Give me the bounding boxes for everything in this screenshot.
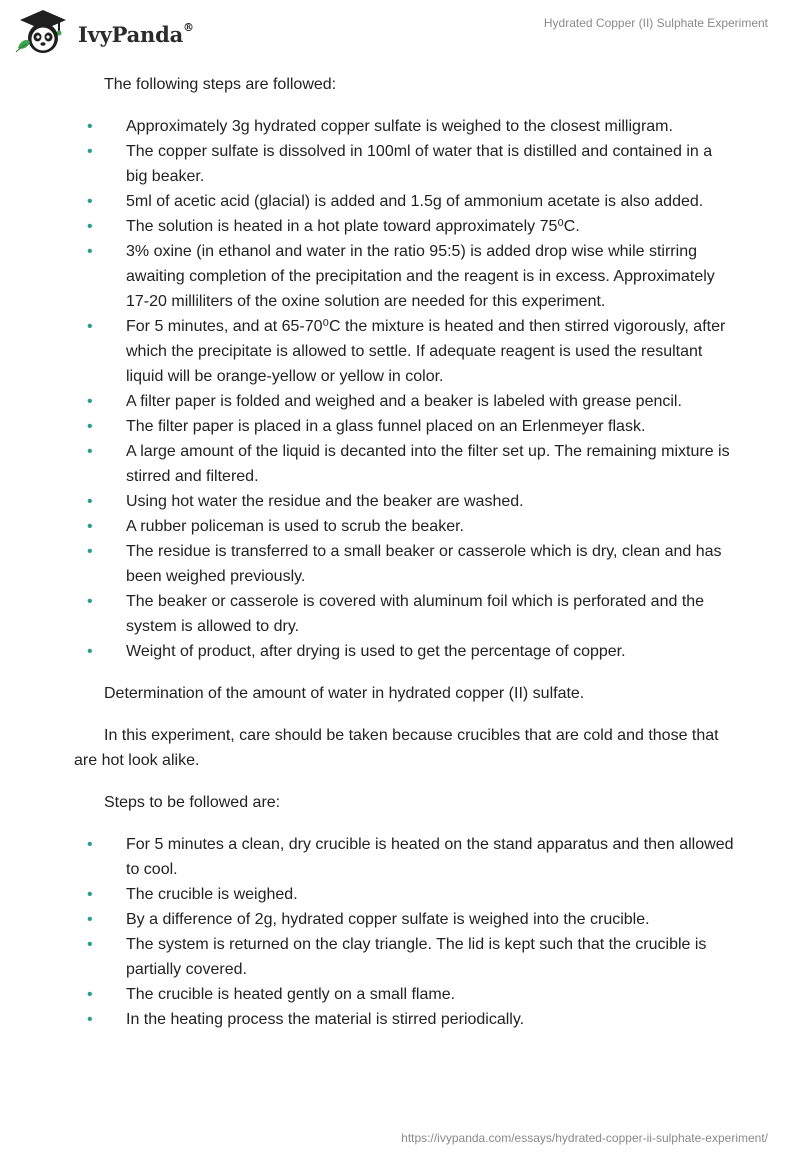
intro-paragraph: The following steps are followed:: [104, 76, 337, 93]
bullet-dot-icon: •: [87, 193, 93, 210]
logo-text: IvyPanda®: [78, 20, 194, 47]
list-item: • For 5 minutes a clean, dry crucible is heated on the stand apparatus and then allowed to cool.: [74, 832, 734, 882]
list-item: • The solution is heated in a hot plate toward approximately 75⁰C.: [74, 214, 734, 239]
bullet-dot-icon: •: [87, 643, 93, 660]
list-item: • Weight of product, after drying is used to get the percentage of copper.: [74, 639, 734, 664]
source-url-link[interactable]: https://ivypanda.com/essays/hydrated-copper-ii-sulphate-experiment/: [401, 1131, 768, 1145]
list-item: • The residue is transferred to a small beaker or casserole which is dry, clean and has been weighed previously.: [74, 539, 734, 589]
list-item: • A large amount of the liquid is decanted into the filter set up. The remaining mixture is stirred and filtered.: [74, 439, 734, 489]
bullet-dot-icon: •: [87, 318, 93, 335]
list-item: • A rubber policeman is used to scrub the beaker.: [74, 514, 734, 539]
bullet-dot-icon: •: [87, 543, 93, 560]
bullet-dot-icon: •: [87, 218, 93, 235]
determination-paragraph: Determination of the amount of water in hydrated copper (II) sulfate.: [104, 685, 585, 702]
steps-intro-paragraph: Steps to be followed are:: [104, 794, 281, 811]
procedure-list: [74, 114, 734, 664]
list-item: • Approximately 3g hydrated copper sulfate is weighed to the closest milligram.: [74, 114, 734, 139]
list-item: • The copper sulfate is dissolved in 100ml of water that is distilled and contained in a big beaker.: [74, 139, 734, 189]
list-item: • The system is returned on the clay triangle. The lid is kept such that the crucible is partially covered.: [74, 932, 734, 982]
list-item: • The filter paper is placed in a glass funnel placed on an Erlenmeyer flask.: [74, 414, 734, 439]
list-item: • 5ml of acetic acid (glacial) is added and 1.5g of ammonium acetate is also added.: [74, 189, 734, 214]
bullet-dot-icon: •: [87, 911, 93, 928]
bullet-dot-icon: •: [87, 443, 93, 460]
bullet-dot-icon: •: [87, 1011, 93, 1028]
list-item: • A filter paper is folded and weighed and a beaker is labeled with grease pencil.: [74, 389, 734, 414]
bullet-dot-icon: •: [87, 886, 93, 903]
bullet-dot-icon: •: [87, 518, 93, 535]
bullet-dot-icon: •: [87, 243, 93, 260]
list-item: • By a difference of 2g, hydrated copper sulfate is weighed into the crucible.: [74, 907, 734, 932]
bullet-dot-icon: •: [87, 593, 93, 610]
care-paragraph: In this experiment, care should be taken because crucibles that are cold and those that are hot look alike.: [74, 727, 719, 769]
list-item: • Using hot water the residue and the beaker are washed.: [74, 489, 734, 514]
list-item: • The crucible is weighed.: [74, 882, 734, 907]
crucible-steps-list: [74, 832, 734, 1032]
ivypanda-logo[interactable]: [14, 8, 194, 56]
bullet-dot-icon: •: [87, 936, 93, 953]
document-title: Hydrated Copper (II) Sulphate Experiment: [543, 16, 768, 30]
bullet-dot-icon: •: [87, 493, 93, 510]
bullet-dot-icon: •: [87, 986, 93, 1003]
bullet-dot-icon: •: [87, 393, 93, 410]
bullet-dot-icon: •: [87, 418, 93, 435]
page-header: [0, 0, 800, 66]
bullet-dot-icon: •: [87, 836, 93, 853]
bullet-dot-icon: •: [87, 143, 93, 160]
list-item: • The crucible is heated gently on a small flame.: [74, 982, 734, 1007]
list-item: • For 5 minutes, and at 65-70⁰C the mixture is heated and then stirred vigorously, after which the precipitate is allowed to settle. If adequate reagent is used the resultant liquid will be orange-yellow or yellow in color.: [74, 314, 734, 389]
panda-graduate-icon: [14, 8, 72, 56]
list-item: • The beaker or casserole is covered with aluminum foil which is perforated and the system is allowed to dry.: [74, 589, 734, 639]
bullet-dot-icon: •: [87, 118, 93, 135]
essay-body: [74, 72, 734, 1032]
list-item: • 3% oxine (in ethanol and water in the ratio 95:5) is added drop wise while stirring awaiting completion of the precipitation and the reagent is in excess. Approximately 17-20 milliliters of the oxine solution are needed for this experiment.: [74, 239, 734, 314]
list-item: • In the heating process the material is stirred periodically.: [74, 1007, 734, 1032]
